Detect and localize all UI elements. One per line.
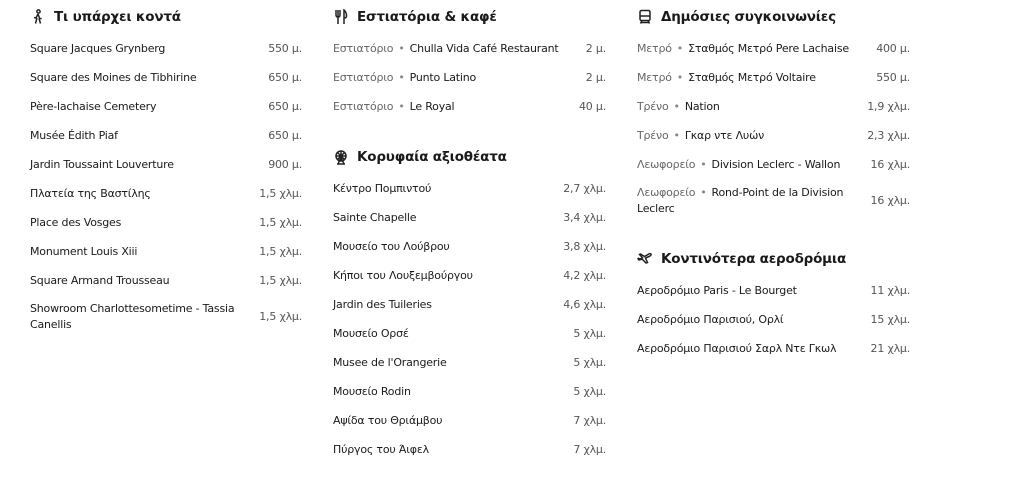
place-distance: 15 χλμ. (870, 312, 910, 326)
place-name: Division Leclerc - Wallon (711, 157, 841, 171)
place-distance: 3,8 χλμ. (563, 239, 606, 253)
transit-type: Μετρό (637, 70, 672, 84)
place-name: Musée Édith Piaf (30, 128, 118, 142)
place-distance: 40 μ. (579, 99, 606, 113)
place-name: Monument Louis Xiii (30, 244, 138, 258)
list-item[interactable] (637, 276, 910, 305)
transit-type: Τρένο (637, 99, 669, 113)
place-distance: 1,5 χλμ. (259, 273, 302, 287)
fork-knife-icon (333, 9, 349, 25)
place-name: Rond-Point de la Division Leclerc (637, 186, 844, 215)
list-item[interactable] (333, 63, 606, 92)
place-distance: 650 μ. (268, 128, 302, 142)
place-name: Place des Vosges (30, 215, 122, 229)
place-distance: 1,5 χλμ. (259, 244, 302, 258)
list-item[interactable] (637, 305, 910, 334)
place-name: Αψίδα του Θριάμβου (333, 413, 443, 427)
place-distance: 550 μ. (268, 41, 302, 55)
place-name: Σταθμός Μετρό Voltaire (688, 70, 816, 84)
separator-dot: • (398, 99, 405, 113)
transit-type: Μετρό (637, 41, 672, 55)
list-item[interactable] (637, 63, 910, 92)
place-distance: 1,5 χλμ. (259, 186, 302, 200)
place-distance: 2,3 χλμ. (867, 128, 910, 142)
place-distance: 900 μ. (268, 157, 302, 171)
transport-column (637, 0, 910, 363)
place-name: Πλατεία της Βαστίλης (30, 186, 151, 200)
place-name: Père-lachaise Cemetery (30, 99, 157, 113)
nearby-title: Τι υπάρχει κοντά (54, 9, 181, 25)
place-distance: 2 μ. (585, 41, 606, 55)
list-item[interactable] (333, 377, 606, 406)
separator-dot: • (398, 70, 405, 84)
list-item[interactable] (333, 203, 606, 232)
place-name: Μουσείο Rodin (333, 384, 411, 398)
airports-header (637, 242, 910, 276)
list-item[interactable] (333, 406, 606, 435)
list-item[interactable] (333, 290, 606, 319)
place-name: Κέντρο Πομπιντού (333, 181, 432, 195)
place-name: Jardin Toussaint Louverture (30, 157, 174, 171)
list-item[interactable] (333, 261, 606, 290)
place-category: Εστιατόριο (333, 41, 394, 55)
place-name: Showroom Charlottesometime - Tassia Canellis (30, 302, 235, 331)
place-distance: 5 χλμ. (573, 355, 606, 369)
place-name: Γκαρ ντε Λυών (684, 128, 765, 142)
transit-type: Λεωφορείο (637, 186, 696, 199)
place-distance: 4,2 χλμ. (563, 268, 606, 282)
airplane-icon (637, 251, 653, 267)
separator-dot: • (673, 128, 680, 142)
place-name: Μουσείο Ορσέ (333, 326, 409, 340)
list-item[interactable] (30, 295, 302, 339)
place-name: Αεροδρόμιο Παρισιού, Ορλί (637, 312, 784, 326)
list-item[interactable] (30, 63, 302, 92)
place-name: Σταθμός Μετρό Pere Lachaise (688, 41, 849, 55)
list-item[interactable] (30, 179, 302, 208)
place-distance: 550 μ. (876, 70, 910, 84)
train-icon (637, 9, 653, 25)
place-name: Square Jacques Grynberg (30, 41, 166, 55)
place-name: Musee de l'Orangerie (333, 355, 447, 369)
list-item[interactable] (333, 174, 606, 203)
place-distance: 1,5 χλμ. (259, 215, 302, 229)
place-distance: 650 μ. (268, 99, 302, 113)
transit-type: Λεωφορείο (637, 157, 696, 171)
person-walking-icon (30, 9, 46, 25)
place-name: Μουσείο του Λούβρου (333, 239, 450, 253)
restaurants-title: Εστιατόρια & καφέ (357, 9, 497, 25)
list-item[interactable] (637, 179, 910, 223)
place-distance: 650 μ. (268, 70, 302, 84)
nearby-column (30, 0, 302, 339)
place-distance: 1,9 χλμ. (867, 99, 910, 113)
place-name: Κήποι του Λουξεμβούργου (333, 268, 473, 282)
list-item[interactable] (333, 92, 606, 121)
list-item[interactable] (333, 34, 606, 63)
separator-dot: • (673, 99, 680, 113)
list-item[interactable] (637, 150, 910, 179)
list-item[interactable] (30, 121, 302, 150)
dining-attractions-column (333, 0, 606, 464)
separator-dot: • (676, 70, 684, 84)
place-distance: 16 χλμ. (870, 194, 910, 207)
place-name: Sainte Chapelle (333, 210, 417, 224)
place-distance: 11 χλμ. (870, 283, 910, 297)
airports-title: Κοντινότερα αεροδρόμια (661, 251, 847, 267)
list-item[interactable] (30, 34, 302, 63)
transit-type: Τρένο (637, 128, 669, 142)
restaurants-header (333, 0, 606, 34)
separator-dot: • (676, 41, 684, 55)
place-distance: 16 χλμ. (870, 157, 910, 171)
place-distance: 400 μ. (876, 41, 910, 55)
place-distance: 4,6 χλμ. (563, 297, 606, 311)
ferris-wheel-icon (333, 149, 349, 165)
list-item[interactable] (30, 208, 302, 237)
list-item[interactable] (637, 34, 910, 63)
list-item[interactable] (30, 237, 302, 266)
nearby-header (30, 0, 302, 34)
attractions-header (333, 140, 606, 174)
place-name: Πύργος του Άιφελ (333, 442, 429, 456)
place-distance: 2,7 χλμ. (563, 181, 606, 195)
place-name: Αεροδρόμιο Παρισιού Σαρλ Ντε Γκωλ (637, 341, 837, 355)
place-distance: 5 χλμ. (573, 326, 606, 340)
list-item[interactable] (637, 121, 910, 150)
list-item[interactable] (333, 232, 606, 261)
list-item[interactable] (30, 266, 302, 295)
place-category: Εστιατόριο (333, 70, 394, 84)
nearby-list (30, 34, 302, 339)
separator-dot: • (700, 157, 707, 171)
place-distance: 5 χλμ. (573, 384, 606, 398)
place-distance: 21 χλμ. (870, 341, 910, 355)
attractions-title: Κορυφαία αξιοθέατα (357, 149, 507, 165)
list-item[interactable] (30, 150, 302, 179)
place-name: Chulla Vida Café Restaurant (409, 41, 559, 55)
list-item[interactable] (637, 334, 910, 363)
transit-title: Δημόσιες συγκοινωνίες (661, 9, 836, 25)
place-name: Αεροδρόμιο Paris - Le Bourget (637, 283, 797, 297)
place-category: Εστιατόριο (333, 99, 394, 113)
attractions-list (333, 174, 606, 464)
place-distance: 2 μ. (585, 70, 606, 84)
place-distance: 7 χλμ. (573, 413, 606, 427)
place-name: Jardin des Tuileries (333, 297, 432, 311)
separator-dot: • (398, 41, 405, 55)
airports-list (637, 276, 910, 363)
place-distance: 7 χλμ. (573, 442, 606, 456)
place-name: Square des Moines de Tibhirine (30, 70, 197, 84)
restaurants-list (333, 34, 606, 121)
transit-list (637, 34, 910, 223)
transit-header (637, 0, 910, 34)
list-item[interactable] (333, 319, 606, 348)
place-name: Punto Latino (409, 70, 477, 84)
place-distance: 1,5 χλμ. (259, 310, 302, 323)
list-item[interactable] (30, 92, 302, 121)
place-distance: 3,4 χλμ. (563, 210, 606, 224)
list-item[interactable] (333, 435, 606, 464)
separator-dot: • (700, 186, 707, 199)
place-name: Square Armand Trousseau (30, 273, 170, 287)
place-name: Nation (684, 99, 720, 113)
place-name: Le Royal (409, 99, 455, 113)
list-item[interactable] (637, 92, 910, 121)
list-item[interactable] (333, 348, 606, 377)
